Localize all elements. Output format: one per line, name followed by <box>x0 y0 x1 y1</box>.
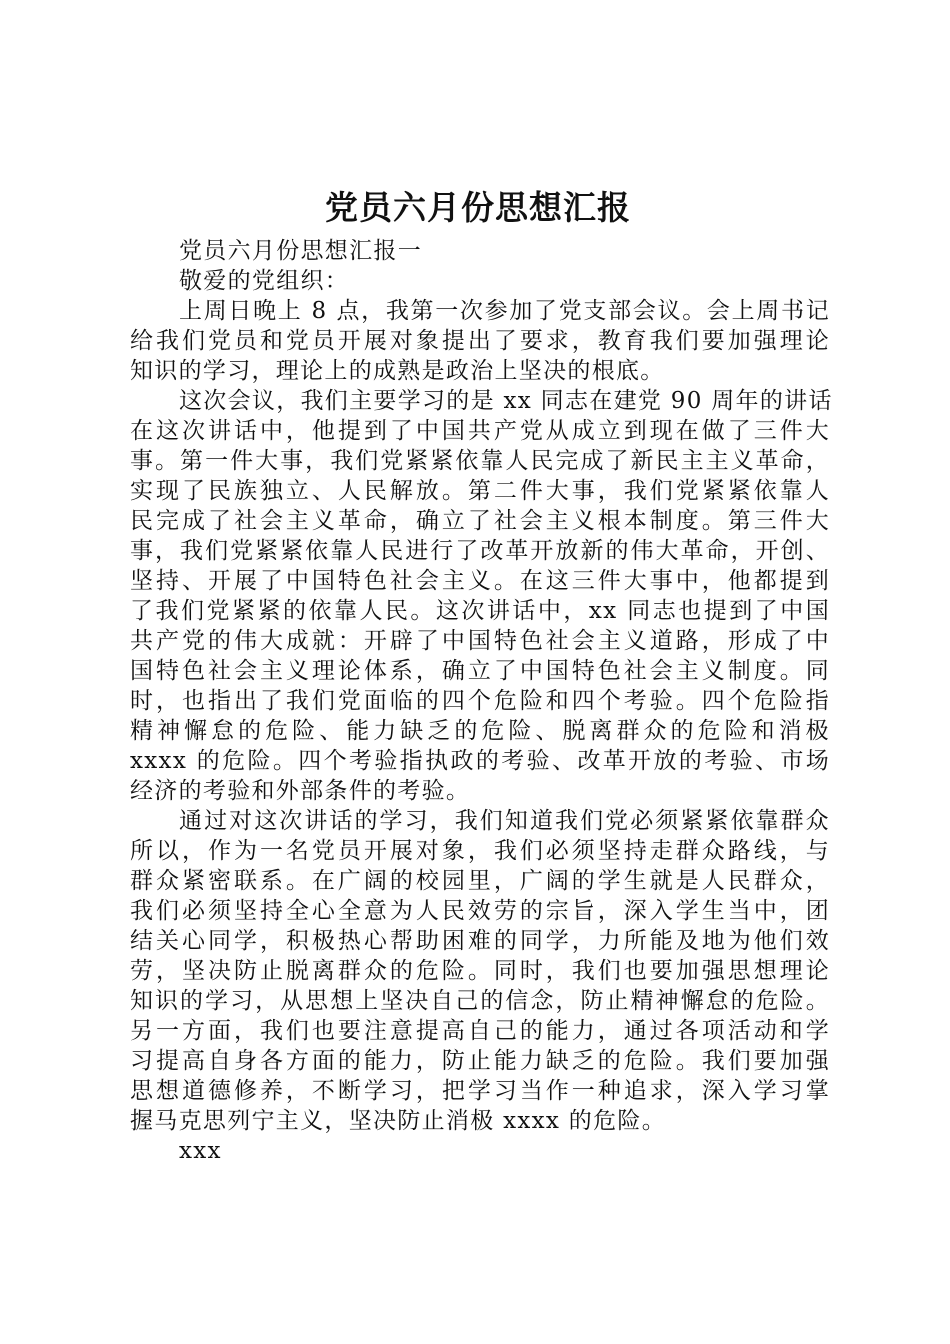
paragraph-3-line-8: 另一方面，我们也要注意提高自己的能力，通过各项活动和学 <box>130 1018 830 1044</box>
paragraph-2-line-7: 坚持、开展了中国特色社会主义。在这三件大事中，他都提到 <box>130 568 830 594</box>
paragraph-2-line-4: 实现了民族独立、人民解放。第二件大事，我们党紧紧依靠人 <box>130 478 830 504</box>
paragraph-1-line-2: 给我们党员和党员开展对象提出了要求，教育我们要加强理论 <box>130 328 830 354</box>
document-title: 党员六月份思想汇报 <box>325 188 631 227</box>
paragraph-2-line-5: 民完成了社会主义革命，确立了社会主义根本制度。第三件大 <box>130 508 830 534</box>
paragraph-2-line-11: 时，也指出了我们党面临的四个危险和四个考验。四个危险指 <box>130 688 830 714</box>
paragraph-3-line-9: 习提高自身各方面的能力，防止能力缺乏的危险。我们要加强 <box>130 1048 830 1074</box>
paragraph-2-line-8: 了我们党紧紧的依靠人民。这次讲话中，xx 同志也提到了中国 <box>130 598 830 624</box>
paragraph-2-line-1: 这次会议，我们主要学习的是 xx 同志在建党 90 周年的讲话 <box>179 388 833 414</box>
paragraph-1-line-1: 上周日晚上 8 点，我第一次参加了党支部会议。会上周书记 <box>179 298 830 324</box>
paragraph-2-line-9: 共产党的伟大成就：开辟了中国特色社会主义道路，形成了中 <box>130 628 830 654</box>
signature-line: xxx <box>179 1138 222 1164</box>
paragraph-3-line-1: 通过对这次讲话的学习，我们知道我们党必须紧紧依靠群众 <box>179 808 830 834</box>
paragraph-2-line-10: 国特色社会主义理论体系，确立了中国特色社会主义制度。同 <box>130 658 830 684</box>
paragraph-3-line-10: 思想道德修养，不断学习，把学习当作一种追求，深入学习掌 <box>130 1078 830 1104</box>
subtitle-line: 党员六月份思想汇报一 <box>179 238 422 264</box>
salutation-line: 敬爱的党组织： <box>179 268 350 294</box>
paragraph-1-line-3: 知识的学习，理论上的成熟是政治上坚决的根底。 <box>130 358 665 384</box>
paragraph-3-line-3: 群众紧密联系。在广阔的校园里，广阔的学生就是人民群众， <box>130 868 830 894</box>
paragraph-2-line-2: 在这次讲话中，他提到了中国共产党从成立到现在做了三件大 <box>130 418 830 444</box>
paragraph-2-line-3: 事。第一件大事，我们党紧紧依靠人民完成了新民主主义革命， <box>130 448 830 474</box>
paragraph-3-line-4: 我们必须坚持全心全意为人民效劳的宗旨，深入学生当中，团 <box>130 898 830 924</box>
document-body <box>130 236 833 1166</box>
paragraph-3-line-11: 握马克思列宁主义，坚决防止消极 xxxx 的危险。 <box>130 1108 667 1134</box>
paragraph-3-line-7: 知识的学习，从思想上坚决自己的信念，防止精神懈怠的危险。 <box>130 988 830 1014</box>
paragraph-2-line-12: 精神懈怠的危险、能力缺乏的危险、脱离群众的危险和消极 <box>130 718 830 744</box>
paragraph-3-line-2: 所以，作为一名党员开展对象，我们必须坚持走群众路线，与 <box>130 838 830 864</box>
paragraph-3-line-5: 结关心同学，积极热心帮助困难的同学，力所能及地为他们效 <box>130 928 830 954</box>
paragraph-2-line-13: xxxx 的危险。四个考验指执政的考验、改革开放的考验、市场 <box>130 748 830 774</box>
paragraph-2-line-14: 经济的考验和外部条件的考验。 <box>130 778 471 804</box>
paragraph-3-line-6: 劳，坚决防止脱离群众的危险。同时，我们也要加强思想理论 <box>130 958 830 984</box>
paragraph-2-line-6: 事，我们党紧紧依靠人民进行了改革开放新的伟大革命，开创、 <box>130 538 830 564</box>
